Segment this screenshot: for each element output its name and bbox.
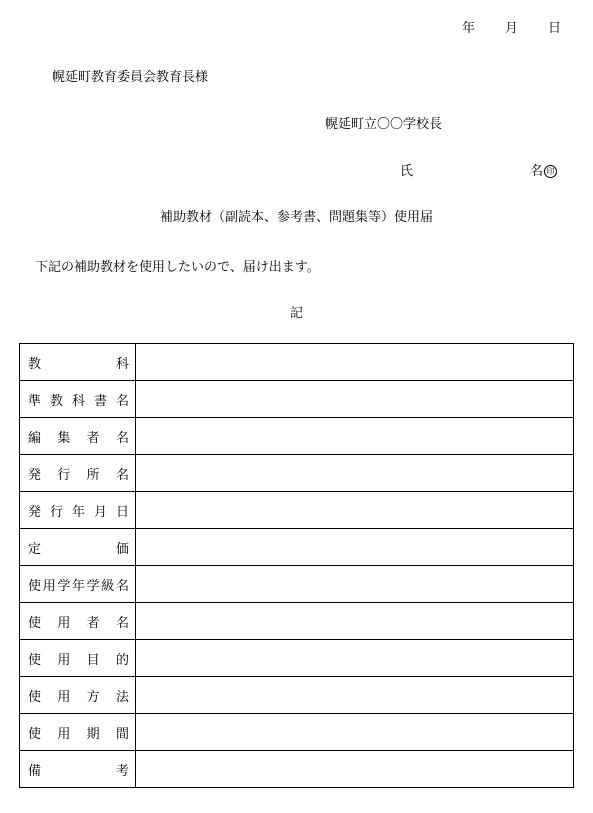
form-table [19, 343, 574, 788]
row-value-cell[interactable] [136, 381, 574, 418]
intro-text: 下記の補助教材を使用したいので、届け出ます。 [35, 260, 320, 275]
table-row [20, 566, 574, 603]
ki-heading: 記 [289, 306, 303, 321]
row-label: 使 用 期 間 [28, 726, 129, 742]
name-label: 氏 [400, 164, 414, 179]
row-value-cell[interactable] [136, 714, 574, 751]
document-title: 補助教材（副読本、参考書、問題集等）使用届 [159, 210, 433, 225]
row-label-cell [20, 381, 136, 418]
row-label-cell [20, 677, 136, 714]
row-value-cell[interactable] [136, 640, 574, 677]
row-label-cell [20, 751, 136, 788]
row-value-cell[interactable] [136, 566, 574, 603]
row-value-cell[interactable] [136, 677, 574, 714]
table-row [20, 751, 574, 788]
table-row [20, 529, 574, 566]
row-label: 発 行 年 月 日 [28, 504, 129, 520]
table-row [20, 492, 574, 529]
name-label-2: 名 [530, 164, 544, 179]
row-label-cell [20, 455, 136, 492]
row-value-cell[interactable] [136, 455, 574, 492]
row-label: 使 用 方 法 [28, 689, 129, 705]
name-label-seal [530, 160, 557, 179]
table-row [20, 640, 574, 677]
row-label-cell [20, 492, 136, 529]
date-year: 年 [461, 21, 475, 36]
date-month: 月 [504, 21, 518, 36]
table-row [20, 344, 574, 381]
row-label: 備 考 [28, 763, 129, 779]
table-row [20, 418, 574, 455]
row-value-cell[interactable] [136, 492, 574, 529]
row-label-cell [20, 344, 136, 381]
row-value-cell[interactable] [136, 603, 574, 640]
row-label-cell [20, 418, 136, 455]
table-row [20, 381, 574, 418]
row-label-cell [20, 566, 136, 603]
row-label: 準 教 科 書 名 [28, 393, 129, 409]
date-line [462, 17, 561, 36]
row-label: 編 集 者 名 [28, 430, 129, 446]
table-row [20, 603, 574, 640]
row-label-cell [20, 640, 136, 677]
row-label: 教 科 [28, 356, 129, 372]
row-label: 使 用 学 年 学 級 名 [28, 578, 129, 594]
date-day: 日 [547, 21, 561, 36]
row-label-cell [20, 529, 136, 566]
row-label-cell [20, 714, 136, 751]
row-label: 使 用 目 的 [28, 652, 129, 668]
row-label: 使 用 者 名 [28, 615, 129, 631]
table-row [20, 677, 574, 714]
row-label: 発 行 所 名 [28, 467, 129, 483]
addressee: 幌延町教育委員会教育長様 [52, 70, 209, 85]
school-principal: 幌延町立〇〇学校長 [325, 117, 443, 132]
row-value-cell[interactable] [136, 751, 574, 788]
seal-mark: 印 [544, 165, 557, 178]
row-value-cell[interactable] [136, 529, 574, 566]
table-row [20, 714, 574, 751]
row-value-cell[interactable] [136, 344, 574, 381]
row-label-cell [20, 603, 136, 640]
row-value-cell[interactable] [136, 418, 574, 455]
row-label: 定 価 [28, 541, 129, 557]
table-row [20, 455, 574, 492]
